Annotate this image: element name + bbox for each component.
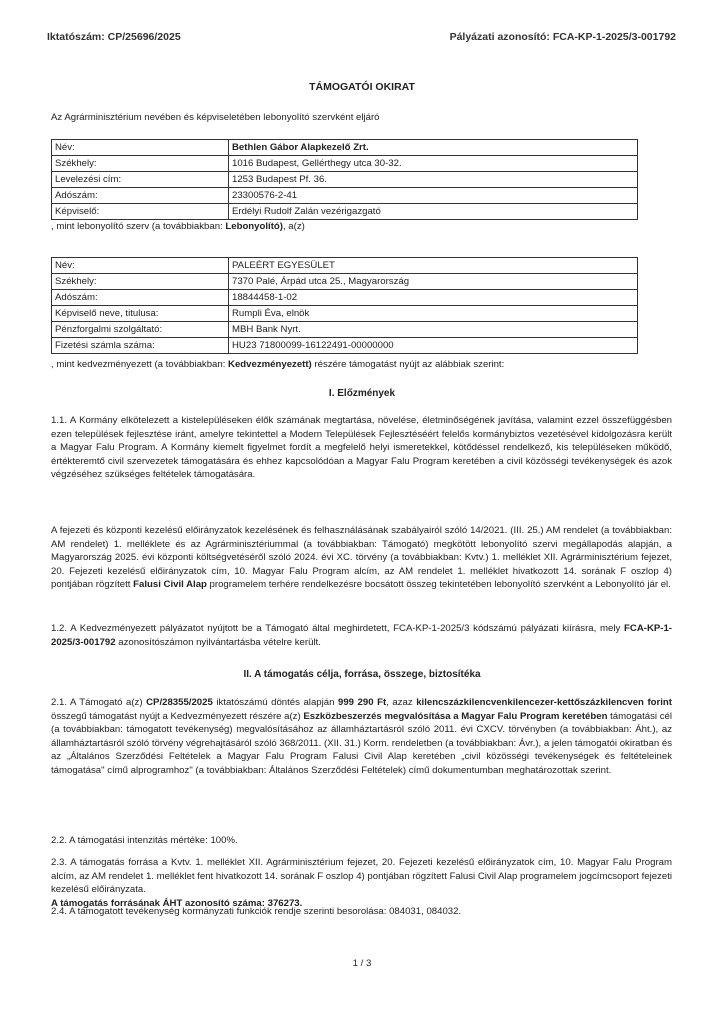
application-id: Pályázati azonosító: FCA-KP-1-2025/3-001792 [449, 31, 676, 43]
table-row [52, 172, 638, 188]
paragraph-2-4: 2.4. A támogatott tevékenység kormányzati funkciók rendje szerinti besorolása: 084031, 084032. [51, 906, 462, 917]
row-label: Levelezési cím: [52, 172, 229, 188]
paragraph-bold: Falusi Civil Alap [133, 579, 207, 591]
table-row [52, 156, 638, 172]
table-row [52, 290, 638, 306]
filing-number: Iktatószám: CP/25696/2025 [47, 31, 181, 43]
organizer-note [51, 220, 672, 234]
table-row [52, 188, 638, 204]
note-text: , mint lebonyolító szerv (a továbbiakban: [51, 221, 226, 232]
paragraph-text: összegű támogatást nyújt a Kedvezményezett részére a(z) [51, 710, 304, 722]
row-label: Fizetési számla száma: [52, 338, 229, 354]
row-label: Székhely: [52, 274, 229, 290]
organizer-name: Bethlen Gábor Alapkezelő Zrt. [232, 142, 369, 153]
row-label: Adószám: [52, 188, 229, 204]
grant-purpose: Eszközbeszerzés megvalósítása a Magyar Falu Program keretében [303, 710, 608, 722]
row-value: Rumpli Éva, elnök [229, 306, 638, 322]
paragraph-2-1 [51, 696, 672, 778]
row-label: Székhely: [52, 156, 229, 172]
paragraph-2-3 [51, 856, 672, 910]
paragraph-text: 2.1. A Támogató a(z) [51, 697, 147, 708]
table-row [52, 306, 638, 322]
table-row [52, 274, 638, 290]
paragraph-text: iktatószámú döntés alapján [212, 697, 338, 708]
row-value: PALEÉRT EGYESÜLET [229, 258, 638, 274]
table-row [52, 258, 638, 274]
paragraph-1-1-continued [51, 524, 672, 592]
row-label: Név: [52, 140, 229, 156]
row-value: 1253 Budapest Pf. 36. [229, 172, 638, 188]
paragraph-bold: FCA-KP-1-2025/3-001792 [51, 623, 672, 648]
table-row [52, 322, 638, 338]
row-value [229, 140, 638, 156]
beneficiary-note [51, 358, 672, 372]
paragraph-1-1: 1.1. A Kormány elkötelezett a kistelepüléseken élők számának megtartása, növelése, életminőségének javítása, valamint ezzel összefüggésben ezen települések fejlesztése iránt, amelyre tekintettel a Modern Települések Fejlesztéséért felelős kormánybiztos vezetésével kidolgozásra került a Magyar Falu Program. A Kormány kiemelt figyelmet fordít a megfelelő helyi ismeretekkel, kötődéssel rendelkező, kis településeken működő, értékteremtő civil szervezetek támogatására és ehhez kapcsolódóan a Magyar Falu Program keretében a civil közösségi tevékenységek és azok végzéséhez szükséges feltételek támogatására. [51, 415, 672, 481]
row-value: HU23 71800099-16122491-00000000 [229, 338, 638, 354]
intro-text: Az Agrárminisztérium nevében és képviseletében lebonyolító szervként eljáró [51, 112, 380, 123]
row-label: Képviselő neve, titulusa: [52, 306, 229, 322]
table-row [52, 140, 638, 156]
note-bold: Kedvezményezett) [228, 359, 312, 370]
section-heading: II. A támogatás célja, forrása, összege, biztosítéka [243, 669, 481, 680]
paragraph-text: , azaz [386, 697, 417, 708]
note-text: , mint kedvezményezett (a továbbiakban: [51, 359, 229, 370]
row-value: Erdélyi Rudolf Zalán vezérigazgató [229, 204, 638, 220]
row-label: Pénzforgalmi szolgáltató: [52, 322, 229, 338]
paragraph-text: 2.3. A támogatás forrása a Kvtv. 1. melléklet XII. Agrárminisztérium fejezet, 20. Fejezeti kezelésű előirányzatok cím, 10. Magyar Falu Program alcím, az AM rendelet 1. melléklet fent hivatkozott 14. sorának F oszlop 4) pontjában rögzített Falusi Civil Alap programelem jogcímcsoport fejezeti kezelésű előirányzata. [51, 857, 672, 896]
table-row [52, 338, 638, 354]
paragraph-text: 1.2. A Kedvezményezett pályázatot nyújtott be a Támogató által meghirdetett, FCA-KP-1-2025/3 kódszámú pályázati kiírásra, mely [51, 623, 625, 634]
row-label: Név: [52, 258, 229, 274]
row-value: 7370 Palé, Árpád utca 25., Magyarország [229, 274, 638, 290]
row-value: 23300576-2-41 [229, 188, 638, 204]
paragraph-text: programelem terhére rendelkezésre bocsátott összeg tekintetében lebonyolító szervként a Lebonyolító jár el. [206, 579, 671, 591]
paragraph-text: azonosítószámon nyilvántartásba vételre került. [115, 636, 321, 648]
document-title: TÁMOGATÓI OKIRAT [309, 81, 415, 93]
paragraph-text: A fejezeti és központi kezelésű előirányzatok kezelésének és felhasználásának szabályairól szóló 14/2021. (III. 25.) AM rendelet (a továbbiakban: AM rendelet) 1. melléklete és az Agrárminisztériummal (a továbbiakban: Támogató) megkötött lebonyolító szervi megállapodás alapján, a Magyarország 2025. évi központi költségvetéséről szóló 2024. évi XC. törvény (a továbbiakban: Kvtv.) 1. melléklet XII. Agrárminisztérium fejezet, 20. Fejezeti kezelésű előirányzatok cím, 10. Magyar Falu Program alcím, az AM rendelet 1. melléklet hivatkozott 14. sorának F oszlop 4) pontjában rögzített [51, 525, 672, 591]
table-row [52, 204, 638, 220]
grant-amount: 999 290 Ft [337, 697, 387, 708]
organizer-table [51, 139, 638, 220]
grant-amount-words: kilencszázkilencvenkilencezer-kettőszázkilencven forint [416, 697, 672, 708]
note-text: , a(z) [282, 221, 305, 232]
row-value: 18844458-1-02 [229, 290, 638, 306]
paragraph-1-2 [51, 622, 672, 649]
note-text: részére támogatást nyújt az alábbiak szerint: [311, 359, 505, 370]
paragraph-2-2: 2.2. A támogatási intenzitás mértéke: 100%. [51, 835, 238, 846]
decision-number: CP/28355/2025 [146, 697, 213, 708]
note-bold: Lebonyolító) [225, 221, 283, 232]
row-label: Képviselő: [52, 204, 229, 220]
paragraph-bold: A támogatás forrásának ÁHT azonosító száma: 376273. [51, 897, 303, 909]
section-heading: I. Előzmények [328, 388, 396, 399]
row-value: MBH Bank Nyrt. [229, 322, 638, 338]
page-number: 1 / 3 [352, 958, 372, 969]
beneficiary-table [51, 257, 638, 354]
row-label: Adószám: [52, 290, 229, 306]
paragraph-text: támogatási cél (a továbbiakban: támogatott tevékenység) megvalósításához az államháztartásról szóló 2011. évi CXCV. törvényben (a továbbiakban: Áht.), az államháztartásról szóló törvény végrehajtásáról szóló 368/2011. (XII. 31.) Korm. rendeletben (a továbbiakban: Ávr.), a jelen támogatói okiratban és az „Általános Szerződési Feltételek a Magyar Falu Program Falusi Civil Alap keretében „civil közösségi tevékenységek és feltételeinek támogatása" című alprogramhoz" (a továbbiakban: Általános Szerződési Feltételek) című dokumentumban meghatározottak szerint. [51, 710, 673, 776]
row-value: 1016 Budapest, Gellérthegy utca 30-32. [229, 156, 638, 172]
